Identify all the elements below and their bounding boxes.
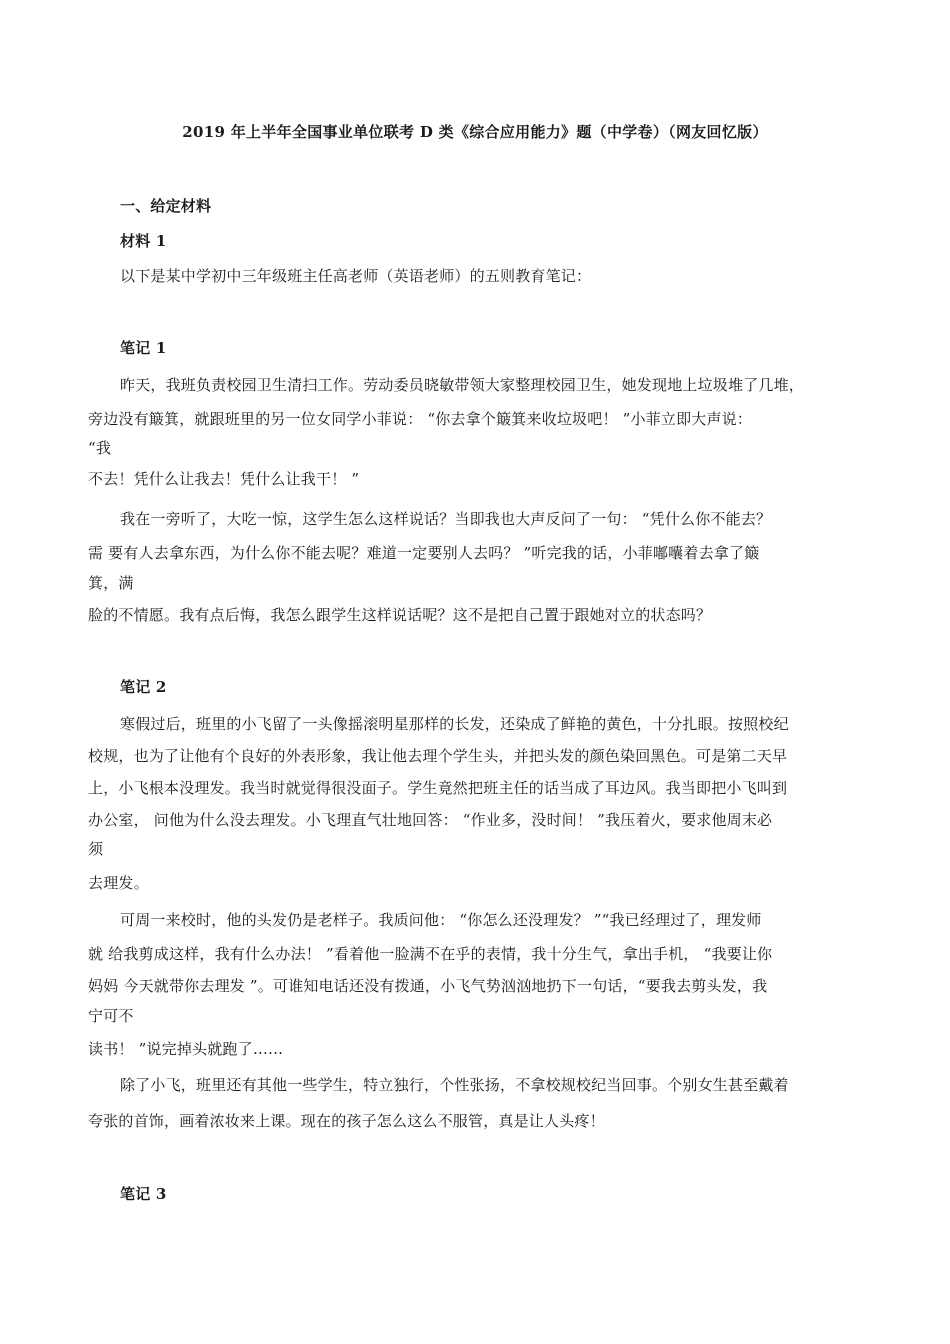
note-1-line: 脸的不情愿。我有点后悔，我怎么跟学生这样说话呢？这不是把自己置于跟她对立的状态吗？ bbox=[88, 606, 712, 624]
note-2-line: 可周一来校时，他的头发仍是老样子。我质问他： “你怎么还没理发？ ”“我已经理过了，理发师 bbox=[120, 911, 762, 929]
note-1-line: 需 要有人去拿东西，为什么你不能去呢？难道一定要别人去吗？ ”听完我的话，小菲嘟囔着去拿了簸 bbox=[88, 544, 760, 562]
note-2-heading: 笔记 2 bbox=[120, 678, 167, 696]
note-1-heading: 笔记 1 bbox=[120, 339, 167, 357]
note-3-heading: 笔记 3 bbox=[120, 1185, 167, 1203]
note-2-line: 宁可不 bbox=[88, 1007, 134, 1025]
note-2-line: 校规，也为了让他有个良好的外表形象，我让他去理个学生头，并把头发的颜色染回黑色。可是第二天早 bbox=[88, 747, 788, 765]
note-2-line: 夸张的首饰，画着浓妆来上课。现在的孩子怎么这么不服管，真是让人头疼！ bbox=[88, 1112, 605, 1130]
note-2-line: 读书！ ”说完掉头就跑了…… bbox=[88, 1040, 284, 1058]
note-2-line: 寒假过后，班里的小飞留了一头像摇滚明星那样的长发，还染成了鲜艳的黄色，十分扎眼。按照校纪 bbox=[120, 715, 789, 733]
note-2-line: 去理发。 bbox=[88, 874, 149, 892]
note-1-line: 旁边没有簸箕，就跟班里的另一位女同学小菲说： “你去拿个簸箕来收垃圾吧！ ”小菲立即大声说： bbox=[88, 410, 753, 428]
note-2-line: 须 bbox=[88, 840, 104, 858]
note-2-line: 上，小飞根本没理发。我当时就觉得很没面子。学生竟然把班主任的话当成了耳边风。我当即把小飞叫到 bbox=[88, 779, 788, 797]
note-2-line: 妈妈 今天就带你去理发 ”。可谁知电话还没有拨通，小飞气势汹汹地扔下一句话，“要我去剪头发，我 bbox=[88, 977, 768, 995]
note-2-line: 除了小飞，班里还有其他一些学生，特立独行，个性张扬，不拿校规校纪当回事。个别女生甚至戴着 bbox=[120, 1076, 789, 1094]
document-title: 2019 年上半年全国事业单位联考 D 类《综合应用能力》题（中学卷）（网友回忆版） bbox=[182, 123, 768, 141]
material-label: 材料 1 bbox=[120, 232, 167, 250]
material-intro: 以下是某中学初中三年级班主任高老师（英语老师）的五则教育笔记： bbox=[120, 267, 592, 285]
note-2-line: 就 给我剪成这样，我有什么办法！ ”看着他一脸满不在乎的表情，我十分生气，拿出手机， “我要让你 bbox=[88, 945, 773, 963]
section-heading: 一、给定材料 bbox=[120, 197, 212, 215]
note-1-line: 箕，满 bbox=[88, 574, 134, 592]
note-2-line: 办公室， 问他为什么没去理发。小飞理直气壮地回答： “作业多，没时间！ ”我压着火，要求他周末必 bbox=[88, 811, 773, 829]
note-1-line: 昨天，我班负责校园卫生清扫工作。劳动委员晓敏带领大家整理校园卫生，她发现地上垃圾堆了几堆， bbox=[120, 376, 805, 394]
note-1-line: 我在一旁听了，大吃一惊，这学生怎么这样说话？当即我也大声反问了一句： “凭什么你不能去？ bbox=[120, 510, 772, 528]
note-1-line: “我 bbox=[88, 439, 112, 457]
note-1-line: 不去！凭什么让我去！凭什么让我干！ ” bbox=[88, 470, 360, 488]
